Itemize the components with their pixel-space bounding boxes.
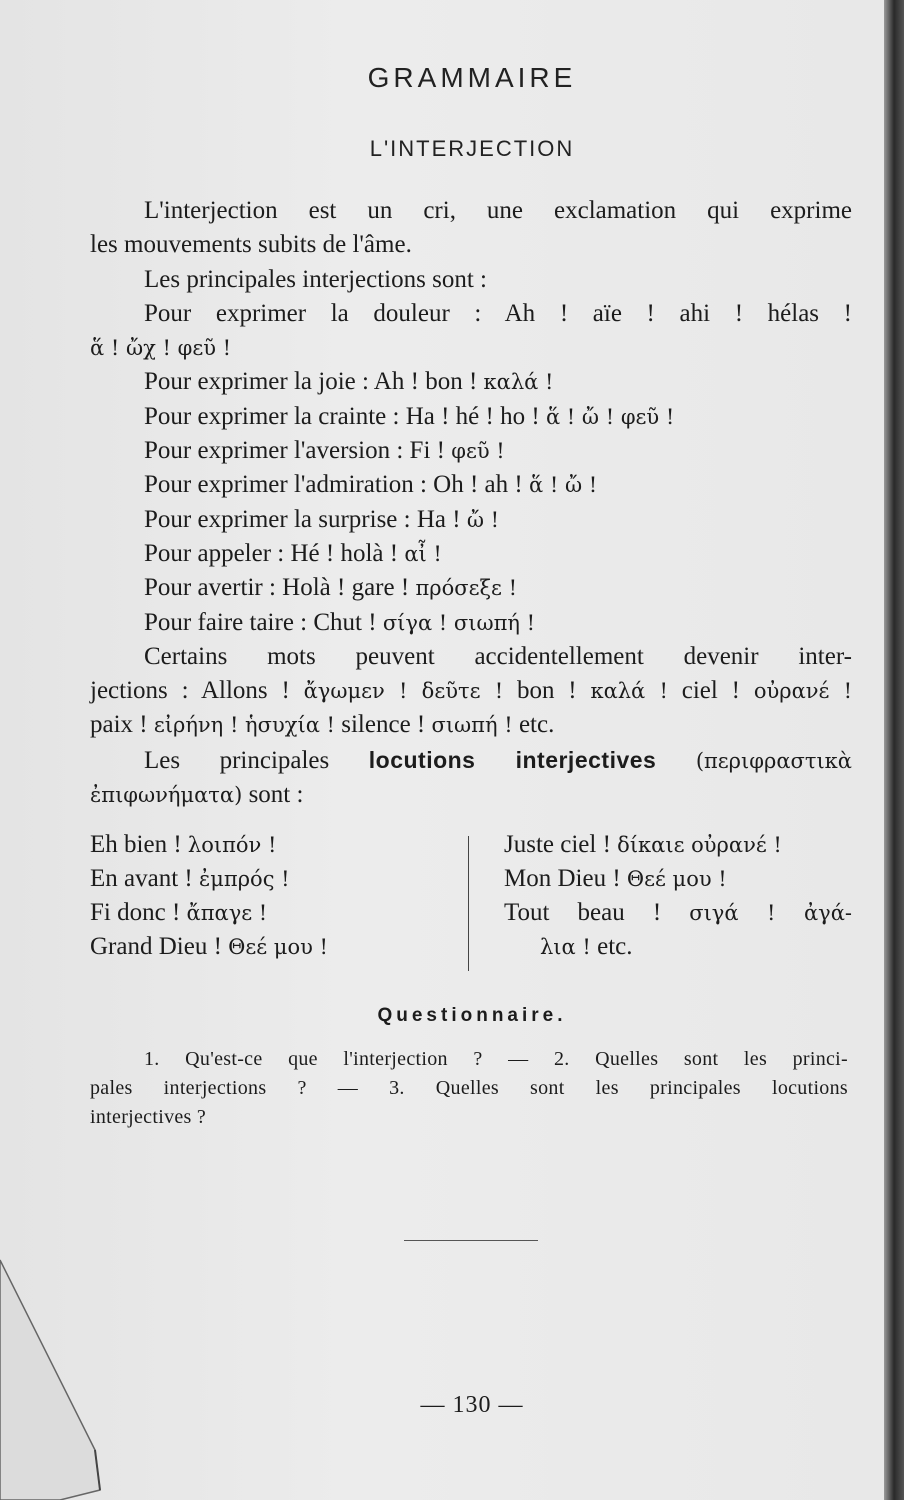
french-text: Pour exprimer la crainte : Ha ! hé ! ho ! xyxy=(144,402,540,430)
greek-text: ἄπαγε ! xyxy=(186,901,268,925)
greek-text: λοιπόν ! xyxy=(187,833,277,857)
french-text: En avant ! xyxy=(90,865,193,892)
french-text: bon ! xyxy=(516,677,577,705)
greek-text: ἐμπρός ! xyxy=(198,867,290,891)
text-line xyxy=(90,468,852,502)
french-text: Pour exprimer l'admiration : Oh ! ah ! xyxy=(144,471,523,499)
french-text: Pour exprimer la joie : Ah ! bon ! xyxy=(144,368,478,396)
greek-text: ἐπιφωνήματα) xyxy=(90,783,243,808)
greek-text: λια ! xyxy=(540,935,591,959)
french-text: Mon Dieu ! xyxy=(504,865,621,892)
text-line: Les principales interjections sont : xyxy=(144,265,487,293)
greek-text: Θεέ μου ! xyxy=(626,867,727,891)
french-text: silence ! xyxy=(341,711,426,739)
locutions-columns xyxy=(90,828,852,973)
french-text: sont : xyxy=(248,781,304,809)
greek-text: φεῦ ! xyxy=(451,439,505,464)
greek-text: σιγά ! ἀγά- xyxy=(689,901,852,925)
text-line xyxy=(90,743,852,778)
french-text: etc. xyxy=(518,711,555,739)
text-line xyxy=(90,674,852,708)
greek-text: ὤ ! xyxy=(466,507,500,532)
greek-text: ἄγωμεν ! δεῦτε ! xyxy=(303,679,504,704)
text-line: les mouvements subits de l'âme. xyxy=(90,231,412,259)
text-line: L'interjection est un cri, une exclamation qui exprime xyxy=(144,197,852,224)
text-line xyxy=(90,537,852,571)
french-text: Juste ciel ! xyxy=(504,831,611,858)
text-line xyxy=(90,708,852,742)
greek-text: οὐρανέ ! xyxy=(753,679,853,704)
greek-text: (περιφραστικὰ xyxy=(695,748,852,773)
text-line xyxy=(90,365,852,399)
greek-text: ἅ ! ὤ ! φεῦ ! xyxy=(545,404,675,429)
text-line xyxy=(90,571,852,605)
french-text: paix ! xyxy=(90,711,148,739)
bold-term: locutions interjectives xyxy=(368,746,657,773)
text-line: 1. Qu'est-ce que l'interjection ? — 2. Quelles sont les princi- xyxy=(144,1048,848,1070)
greek-text: καλά ! xyxy=(483,370,554,395)
french-text: Fi donc ! xyxy=(90,899,181,926)
page-title: GRAMMAIRE xyxy=(367,62,577,93)
left-column xyxy=(90,828,460,964)
french-text: Pour avertir : Holà ! gare ! xyxy=(144,574,410,602)
french-text: Eh bien ! xyxy=(90,831,182,858)
text-line xyxy=(90,434,852,468)
list-item xyxy=(90,862,460,896)
column-divider xyxy=(468,836,469,971)
main-text xyxy=(90,194,852,812)
greek-text: σιωπή ! xyxy=(431,713,513,738)
list-item xyxy=(90,930,460,964)
right-column xyxy=(504,828,852,964)
french-text: Pour faire taire : Chut ! xyxy=(144,608,377,636)
separator-rule xyxy=(404,1240,538,1241)
text-line xyxy=(90,606,852,640)
greek-text: ἅ ! ὤ ! xyxy=(528,473,598,498)
french-text: Grand Dieu ! xyxy=(90,933,222,960)
section-title: L'INTERJECTION xyxy=(369,136,575,161)
text-line: interjectives ? xyxy=(90,1106,207,1128)
text-line: pales interjections ? — 3. Quelles sont les principales locutions xyxy=(90,1077,848,1099)
greek-text: σίγα ! σιωπή ! xyxy=(382,610,536,635)
greek-text: πρόσεξε ! xyxy=(415,576,518,601)
french-text: jections : Allons ! xyxy=(90,677,290,705)
french-text: etc. xyxy=(597,933,633,960)
text-line xyxy=(90,503,852,537)
greek-text: αἶ ! xyxy=(404,541,442,566)
greek-text: δίκαιε οὐρανέ ! xyxy=(617,833,782,857)
text-line xyxy=(90,400,852,434)
questionnaire-text xyxy=(90,1045,848,1132)
french-text: Tout beau ! xyxy=(504,899,662,926)
text-line: Certains mots peuvent accidentellement devenir inter- xyxy=(144,642,852,670)
french-text: ciel ! xyxy=(681,677,740,705)
greek-text: εἰρήνη ! ἡσυχία ! xyxy=(153,713,335,738)
greek-text: ἅ ! ὤχ ! φεῦ ! xyxy=(90,336,232,361)
page-corner-fold xyxy=(0,1240,110,1500)
list-item xyxy=(90,896,460,930)
french-text: Les principales xyxy=(144,746,330,774)
list-item xyxy=(504,862,852,896)
text-line xyxy=(90,331,852,365)
list-item xyxy=(504,930,852,964)
french-text: Pour exprimer la surprise : Ha ! xyxy=(144,505,461,533)
page-number: — 130 — xyxy=(420,1392,524,1418)
greek-text: Θεέ μου ! xyxy=(228,935,328,959)
french-text: Pour exprimer l'aversion : Fi ! xyxy=(144,437,445,465)
book-spine-edge xyxy=(884,0,904,1500)
questionnaire-title: Questionnaire. xyxy=(377,1005,567,1026)
greek-text: καλά ! xyxy=(590,679,668,704)
list-item xyxy=(504,896,852,930)
list-item xyxy=(504,828,852,862)
text-line: Pour exprimer la douleur : Ah ! aïe ! ahi ! hélas ! xyxy=(144,299,852,327)
list-item xyxy=(90,828,460,862)
text-line xyxy=(90,778,852,812)
french-text: Pour appeler : Hé ! holà ! xyxy=(144,539,399,567)
